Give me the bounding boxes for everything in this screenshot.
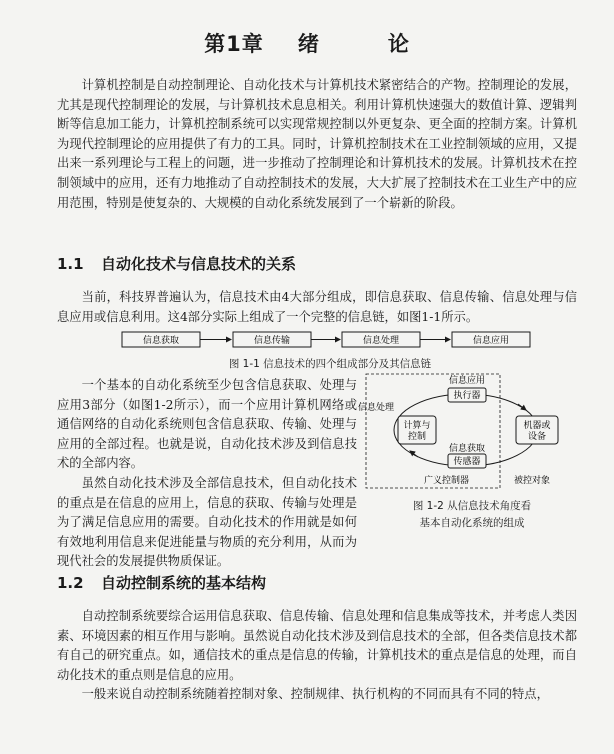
section-heading-1-1 bbox=[57, 253, 296, 274]
chain-label-process: 信息处理 bbox=[362, 336, 400, 346]
chapter-number: 第1章 bbox=[204, 32, 264, 56]
actuator-label: 执行器 bbox=[453, 391, 481, 401]
figure-1-1-information-chain bbox=[120, 329, 540, 351]
section-1-1-paragraph-1: 当前，科技界普遍认为，信息技术由4大部分组成，即信息获取、信息传输、信息处理与信息应用或信息利用。这4部分实际上组成了一个完整的信息链，如图1-1所示。 bbox=[57, 290, 577, 324]
section-1-2-paragraph-1: 自动控制系统要综合运用信息获取、信息传输、信息处理和信息集成等技术，并考虑人类因素、环境因素的相互作用与影响。虽然说自动化技术涉及到信息技术的全部，但各类信息技术都有自己的研究重点。如，通信技术的重点是信息的传输，计算机技术的重点是信息的处理，而自动化技术的重点则是信息的应用。 bbox=[57, 609, 577, 682]
chain-label-apply: 信息应用 bbox=[472, 336, 510, 346]
figure-1-2-caption-line-2: 基本自动化系统的组成 bbox=[419, 517, 525, 529]
sensor-label: 传感器 bbox=[453, 457, 481, 467]
compute-label-2: 控制 bbox=[407, 432, 427, 442]
section-title: 自动控制系统的基本结构 bbox=[101, 574, 267, 592]
machine-label-1: 机器或 bbox=[523, 421, 551, 431]
intro-paragraph: 计算机控制是自动控制理论、自动化技术与计算机技术紧密结合的产物。控制理论的发展，尤其是现代控制理论的发展，与计算机技术息息相关。利用计算机快速强大的数值计算、逻辑判断等信息加工能力，计算机控制系统可以实现常规控制以外更复杂、更全面的控制方案。计算机为现代控制理论的应用提供了有力的工具。同时，计算机控制技术在工业控制领域的应用，又提出来一系列理论与工程上的问题，进一步推动了控制理论和计算机技术的发展。计算机技术在控制领域中的应用，还有力地推动了自动控制技术的发展，大大扩展了控制技术在工业生产中的应用范围，特别是使复杂的、大规模的自动化系统发展到了一个崭新的阶段。 bbox=[57, 78, 577, 210]
section-number: 1.1 bbox=[57, 255, 84, 273]
section-number: 1.2 bbox=[57, 574, 84, 592]
chain-label-acquire: 信息获取 bbox=[142, 336, 180, 346]
compute-label-1: 计算与 bbox=[403, 421, 431, 431]
info-apply-label: 信息应用 bbox=[448, 376, 486, 386]
chapter-title-char-2: 论 bbox=[387, 32, 410, 56]
info-acquire-label: 信息获取 bbox=[448, 444, 486, 454]
info-process-label: 信息处理 bbox=[358, 403, 395, 413]
section-1-1-paragraph-3: 虽然自动化技术涉及全部信息技术，但自动化技术的重点是在信息的应用上，信息的获取、传输与处理是为了满足信息应用的需要。自动化技术的作用就是如何有效地利用信息来促进能量与物质的充分利用，从而为现代社会的发展提供物质保证。 bbox=[57, 476, 357, 569]
machine-label-2: 设备 bbox=[527, 432, 547, 442]
section-1-2-paragraph-2: 一般来说自动控制系统随着控制对象、控制规律、执行机构的不同而具有不同的特点， bbox=[81, 687, 549, 701]
figure-1-2-automation-system bbox=[358, 372, 568, 492]
controlled-object-label: 被控对象 bbox=[514, 476, 551, 486]
loop-arrow bbox=[410, 451, 418, 457]
section-title: 自动化技术与信息技术的关系 bbox=[101, 255, 297, 273]
chapter-title bbox=[0, 28, 614, 58]
controller-label: 广义控制器 bbox=[424, 476, 470, 486]
loop-arrow bbox=[518, 404, 526, 410]
figure-1-2-caption-line-1: 图 1-2 从信息技术角度看 bbox=[412, 500, 532, 512]
chain-label-transmit: 信息传输 bbox=[253, 336, 291, 346]
figure-1-2-caption bbox=[372, 498, 572, 532]
figure-1-1-caption: 图 1-1 信息技术的四个组成部分及其信息链 bbox=[228, 358, 432, 370]
chapter-title-char-1: 绪 bbox=[297, 32, 320, 56]
section-heading-1-2 bbox=[57, 572, 266, 593]
section-1-1-paragraph-2: 一个基本的自动化系统至少包含信息获取、处理与应用3部分（如图1-2所示），而一个应用计算机网络或通信网络的自动化系统则包含信息获取、传输、处理与应用的全部过程。也就是说，自动化技术涉及到信息技术的全部内容。 bbox=[57, 378, 357, 471]
